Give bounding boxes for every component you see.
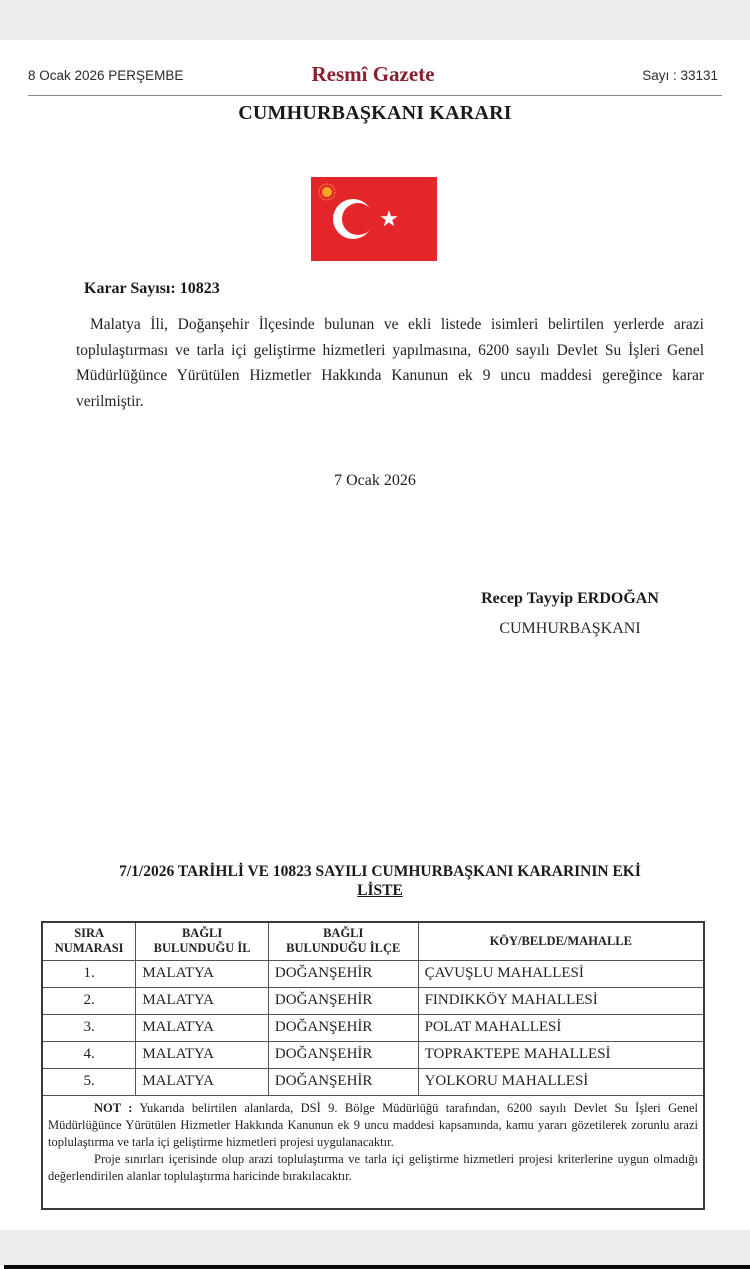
bottom-gray-band [0, 1230, 750, 1265]
masthead [28, 62, 718, 92]
header-koy-belde-mahalle: KÖY/BELDE/MAHALLE [418, 922, 704, 960]
table-row [42, 1068, 704, 1095]
cell-ilce: DOĞANŞEHİR [268, 987, 418, 1014]
cell-ilce: DOĞANŞEHİR [268, 1068, 418, 1095]
cell-il: MALATYA [136, 1068, 269, 1095]
note-paragraph-1: NOT : Yukarıda belirtilen alanlarda, DSİ 9. Bölge Müdürlüğü tarafından, 6200 sayılı Devlet Su İşleri Genel Müdürlüğünce Yürütülen Hizmetler Hakkında Kanunun ek 9 uncu maddesi kapsamında, kamu yararı gözetilerek zorunlu arazi toplulaştırma ve tarla içi geliştirme hizmetleri projesi uygulanacaktır. [48, 1100, 698, 1149]
cell-no: 1. [42, 960, 136, 987]
gazette-page [0, 40, 750, 1230]
table-header-row [42, 922, 704, 960]
table-row [42, 1014, 704, 1041]
annex-title [40, 862, 720, 900]
decision-date: 7 Ocak 2026 [334, 472, 416, 489]
table-note-row [42, 1095, 704, 1209]
cell-il: MALATYA [136, 1014, 269, 1041]
top-gray-band [0, 0, 750, 40]
cell-mahalle: YOLKORU MAHALLESİ [418, 1068, 704, 1095]
cell-il: MALATYA [136, 960, 269, 987]
signer-title: CUMHURBAŞKANI [499, 620, 641, 637]
cell-mahalle: FINDIKKÖY MAHALLESİ [418, 987, 704, 1014]
decision-paragraph: Malatya İli, Doğanşehir İlçesinde bulunan ve ekli listede isimleri belirtilen yerlerde arazi toplulaştırması ve tarla içi geliştirme hizmetleri yapılmasına, 6200 sayılı Devlet Su İşleri Genel Müdürlüğünce Yürütülen Hizmetler Hakkında Kanunun ek 9 uncu maddesi gereğince karar verilmiştir. [76, 316, 704, 410]
publication-title: Resmî Gazete [311, 62, 435, 86]
annex-table [41, 921, 705, 1210]
bottom-black-bar [4, 1265, 750, 1269]
cell-no: 3. [42, 1014, 136, 1041]
issue-date: 8 Ocak 2026 PERŞEMBE [28, 68, 184, 83]
header-il: BAĞLI BULUNDUĞU İL [136, 922, 269, 960]
cell-ilce: DOĞANŞEHİR [268, 1041, 418, 1068]
cell-il: MALATYA [136, 987, 269, 1014]
document-title: CUMHURBAŞKANI KARARI [238, 102, 512, 124]
cell-no: 5. [42, 1068, 136, 1095]
table-row [42, 987, 704, 1014]
decision-body [76, 312, 704, 414]
cell-il: MALATYA [136, 1041, 269, 1068]
cell-mahalle: ÇAVUŞLU MAHALLESİ [418, 960, 704, 987]
cell-ilce: DOĞANŞEHİR [268, 960, 418, 987]
cell-ilce: DOĞANŞEHİR [268, 1014, 418, 1041]
cell-no: 2. [42, 987, 136, 1014]
annex-title-line: 7/1/2026 TARİHLİ VE 10823 SAYILI CUMHURBAŞKANI KARARININ EKİ [119, 863, 641, 880]
annex-list-heading: LİSTE [357, 882, 403, 899]
masthead-divider [28, 95, 722, 96]
header-sira-numarasi: SIRA NUMARASI [42, 922, 136, 960]
note-label: NOT : [94, 1100, 133, 1115]
table-row [42, 960, 704, 987]
cell-mahalle: TOPRAKTEPE MAHALLESİ [418, 1041, 704, 1068]
cell-mahalle: POLAT MAHALLESİ [418, 1014, 704, 1041]
header-ilce: BAĞLI BULUNDUĞU İLÇE [268, 922, 418, 960]
note-paragraph-2: Proje sınırları içerisinde olup arazi toplulaştırma ve tarla içi geliştirme hizmetleri projesi kriterlerine uygun olmadığı değerlendirilen alanlar toplulaştırma haricinde bırakılacaktır. [48, 1151, 698, 1183]
decision-number: Karar Sayısı: 10823 [84, 280, 220, 297]
issue-number: Sayı : 33131 [642, 68, 718, 83]
signer-name: Recep Tayyip ERDOĞAN [481, 590, 659, 607]
table-row [42, 1041, 704, 1068]
cell-no: 4. [42, 1041, 136, 1068]
table-note [42, 1095, 704, 1209]
turkish-flag-icon [311, 177, 437, 261]
